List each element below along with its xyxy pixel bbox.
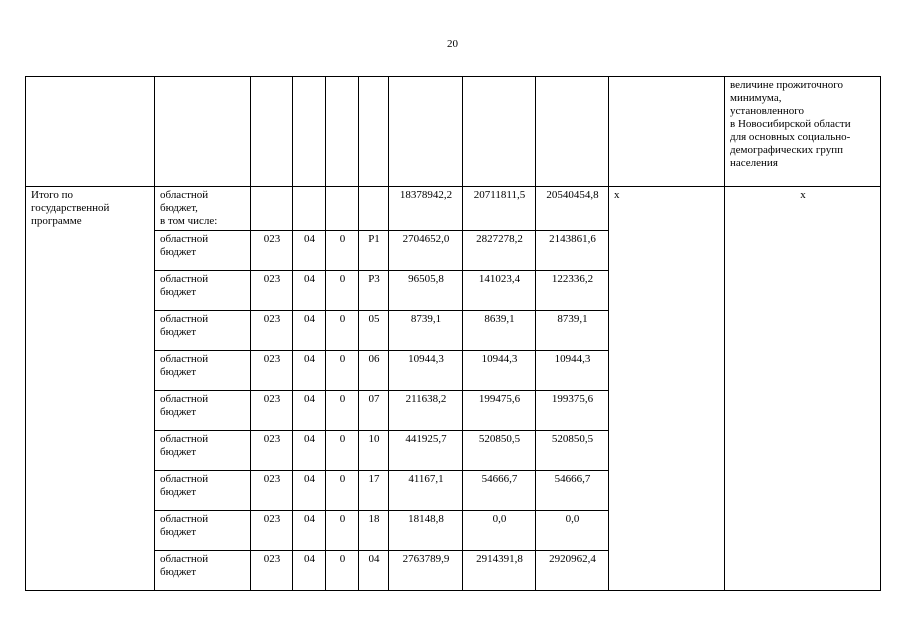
amount-year2-cell: 2827278,2 — [463, 231, 536, 271]
amount-year3-cell: 10944,3 — [536, 351, 609, 391]
program-code-cell: 023 — [251, 351, 293, 391]
empty-cell — [251, 187, 293, 231]
empty-cell — [359, 187, 389, 231]
amount-year1-cell: 10944,3 — [389, 351, 463, 391]
program-total-row — [26, 187, 881, 231]
continuation-row — [26, 77, 881, 187]
empty-cell — [536, 77, 609, 187]
type-code-cell: 0 — [326, 431, 359, 471]
type-code-cell: 0 — [326, 311, 359, 351]
type-code-cell: 0 — [326, 551, 359, 591]
subprogram-code-cell: 04 — [293, 351, 326, 391]
indicator-note-text: величине прожиточного минимума, установленного в Новосибирской области для основных социально- демографических групп населения — [725, 77, 881, 187]
amount-year3-cell: 20540454,8 — [536, 187, 609, 231]
program-code-cell: 023 — [251, 231, 293, 271]
amount-year1-cell: 2704652,0 — [389, 231, 463, 271]
funding-source-cell: областной бюджет — [155, 431, 251, 471]
event-code-cell: P1 — [359, 231, 389, 271]
event-code-cell: 05 — [359, 311, 389, 351]
amount-year3-cell: 2143861,6 — [536, 231, 609, 271]
amount-year1-cell: 18378942,2 — [389, 187, 463, 231]
subprogram-code-cell: 04 — [293, 271, 326, 311]
amount-year3-cell: 122336,2 — [536, 271, 609, 311]
amount-year2-cell: 20711811,5 — [463, 187, 536, 231]
amount-year2-cell: 0,0 — [463, 511, 536, 551]
empty-cell — [359, 77, 389, 187]
amount-year2-cell: 199475,6 — [463, 391, 536, 431]
amount-year1-cell: 441925,7 — [389, 431, 463, 471]
event-code-cell: 07 — [359, 391, 389, 431]
empty-cell — [609, 77, 725, 187]
empty-cell — [326, 77, 359, 187]
amount-year1-cell: 18148,8 — [389, 511, 463, 551]
funding-source-cell: областной бюджет, в том числе: — [155, 187, 251, 231]
subprogram-code-cell: 04 — [293, 311, 326, 351]
amount-year1-cell: 2763789,9 — [389, 551, 463, 591]
subprogram-code-cell: 04 — [293, 231, 326, 271]
type-code-cell: 0 — [326, 511, 359, 551]
program-code-cell: 023 — [251, 311, 293, 351]
amount-year1-cell: 211638,2 — [389, 391, 463, 431]
empty-cell — [389, 77, 463, 187]
subprogram-code-cell: 04 — [293, 551, 326, 591]
result-mark-cell: х — [725, 187, 881, 591]
funding-source-cell: областной бюджет — [155, 511, 251, 551]
type-code-cell: 0 — [326, 471, 359, 511]
type-code-cell: 0 — [326, 271, 359, 311]
funding-source-cell: областной бюджет — [155, 551, 251, 591]
empty-cell — [463, 77, 536, 187]
amount-year1-cell: 41167,1 — [389, 471, 463, 511]
type-code-cell: 0 — [326, 231, 359, 271]
amount-year3-cell: 520850,5 — [536, 431, 609, 471]
executor-mark-cell: х — [609, 187, 725, 591]
amount-year2-cell: 54666,7 — [463, 471, 536, 511]
program-code-cell: 023 — [251, 511, 293, 551]
amount-year3-cell: 54666,7 — [536, 471, 609, 511]
type-code-cell: 0 — [326, 391, 359, 431]
page-number: 20 — [447, 38, 458, 50]
funding-source-cell: областной бюджет — [155, 231, 251, 271]
funding-source-cell: областной бюджет — [155, 271, 251, 311]
amount-year2-cell: 10944,3 — [463, 351, 536, 391]
event-code-cell: 10 — [359, 431, 389, 471]
program-code-cell: 023 — [251, 471, 293, 511]
funding-source-cell: областной бюджет — [155, 391, 251, 431]
empty-cell — [155, 77, 251, 187]
amount-year3-cell: 2920962,4 — [536, 551, 609, 591]
amount-year3-cell: 0,0 — [536, 511, 609, 551]
amount-year2-cell: 8639,1 — [463, 311, 536, 351]
amount-year2-cell: 141023,4 — [463, 271, 536, 311]
funding-source-cell: областной бюджет — [155, 351, 251, 391]
program-code-cell: 023 — [251, 391, 293, 431]
funding-source-cell: областной бюджет — [155, 471, 251, 511]
program-code-cell: 023 — [251, 431, 293, 471]
amount-year1-cell: 96505,8 — [389, 271, 463, 311]
subprogram-code-cell: 04 — [293, 471, 326, 511]
amount-year3-cell: 199375,6 — [536, 391, 609, 431]
amount-year3-cell: 8739,1 — [536, 311, 609, 351]
funding-source-cell: областной бюджет — [155, 311, 251, 351]
event-code-cell: P3 — [359, 271, 389, 311]
budget-table-body — [26, 77, 881, 591]
amount-year2-cell: 2914391,8 — [463, 551, 536, 591]
subprogram-code-cell: 04 — [293, 511, 326, 551]
program-total-label: Итого по государственной программе — [26, 187, 155, 591]
event-code-cell: 06 — [359, 351, 389, 391]
type-code-cell: 0 — [326, 351, 359, 391]
subprogram-code-cell: 04 — [293, 431, 326, 471]
empty-cell — [251, 77, 293, 187]
event-code-cell: 18 — [359, 511, 389, 551]
program-code-cell: 023 — [251, 271, 293, 311]
event-code-cell: 17 — [359, 471, 389, 511]
program-code-cell: 023 — [251, 551, 293, 591]
amount-year2-cell: 520850,5 — [463, 431, 536, 471]
empty-cell — [293, 187, 326, 231]
empty-cell — [293, 77, 326, 187]
empty-cell — [26, 77, 155, 187]
event-code-cell: 04 — [359, 551, 389, 591]
amount-year1-cell: 8739,1 — [389, 311, 463, 351]
budget-table — [25, 76, 881, 591]
subprogram-code-cell: 04 — [293, 391, 326, 431]
empty-cell — [326, 187, 359, 231]
